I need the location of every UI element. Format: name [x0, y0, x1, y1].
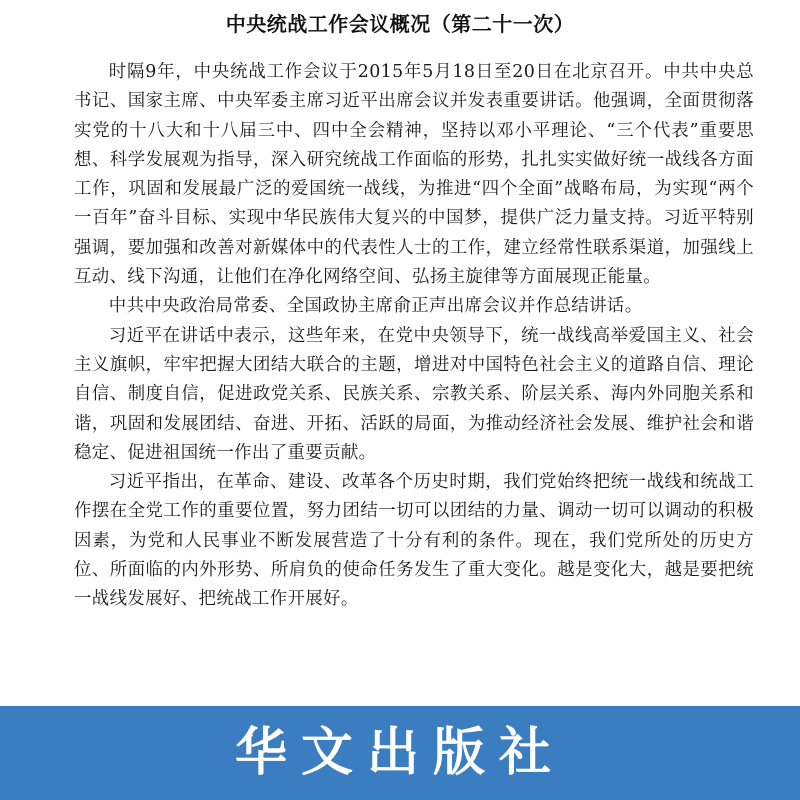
publisher-banner	[0, 706, 800, 800]
paragraph-3: 习近平在讲话中表示，这些年来，在党中央领导下，统一战线高举爱国主义、社会主义旗帜，牢牢把握大团结大联合的主题，增进对中国特色社会主义的道路自信、理论自信、制度自信，促进政党关系、民族关系、宗教关系、阶层关系、海内外同胞关系和谐，巩固和发展团结、奋进、开拓、活跃的局面，为推动经济社会发展、维护社会和谐稳定、促进祖国统一作出了重要贡献。	[74, 325, 754, 463]
paragraph-4: 习近平指出，在革命、建设、改革各个历史时期，我们党始终把统一战线和统战工作摆在全党工作的重要位置，努力团结一切可以团结的力量、调动一切可以调动的积极因素，为党和人民事业不断发展营造了十分有利的条件。现在，我们党所处的历史方位、所面临的内外形势、所肩负的使命任务发生了重大变化。越是变化大，越是要把统一战线发展好、把统战工作开展好。	[74, 472, 754, 610]
publisher-name: 华文出版社	[234, 723, 565, 783]
document-body	[74, 58, 754, 615]
paragraph-1: 时隔9年，中央统战工作会议于2015年5月18日至20日在北京召开。中共中央总书记、国家主席、中央军委主席习近平出席会议并发表重要讲话。他强调，全面贯彻落实党的十八大和十八届三中、四中全会精神，坚持以邓小平理论、“三个代表”重要思想、科学发展观为指导，深入研究统战工作面临的形势，扎扎实实做好统一战线各方面工作，巩固和发展最广泛的爱国统一战线，为推进“四个全面”战略布局，为实现“两个一百年”奋斗目标、实现中华民族伟大复兴的中国梦，提供广泛力量支持。习近平特别强调，要加强和改善对新媒体中的代表性人士的工作，建立经常性联系渠道，加强线上互动、线下沟通，让他们在净化网络空间、弘扬主旋律等方面展现正能量。	[74, 62, 754, 288]
document-title: 中央统战工作会议概况（第二十一次）	[225, 12, 575, 36]
paragraph-2: 中共中央政治局常委、全国政协主席俞正声出席会议并作总结讲话。	[108, 296, 643, 317]
